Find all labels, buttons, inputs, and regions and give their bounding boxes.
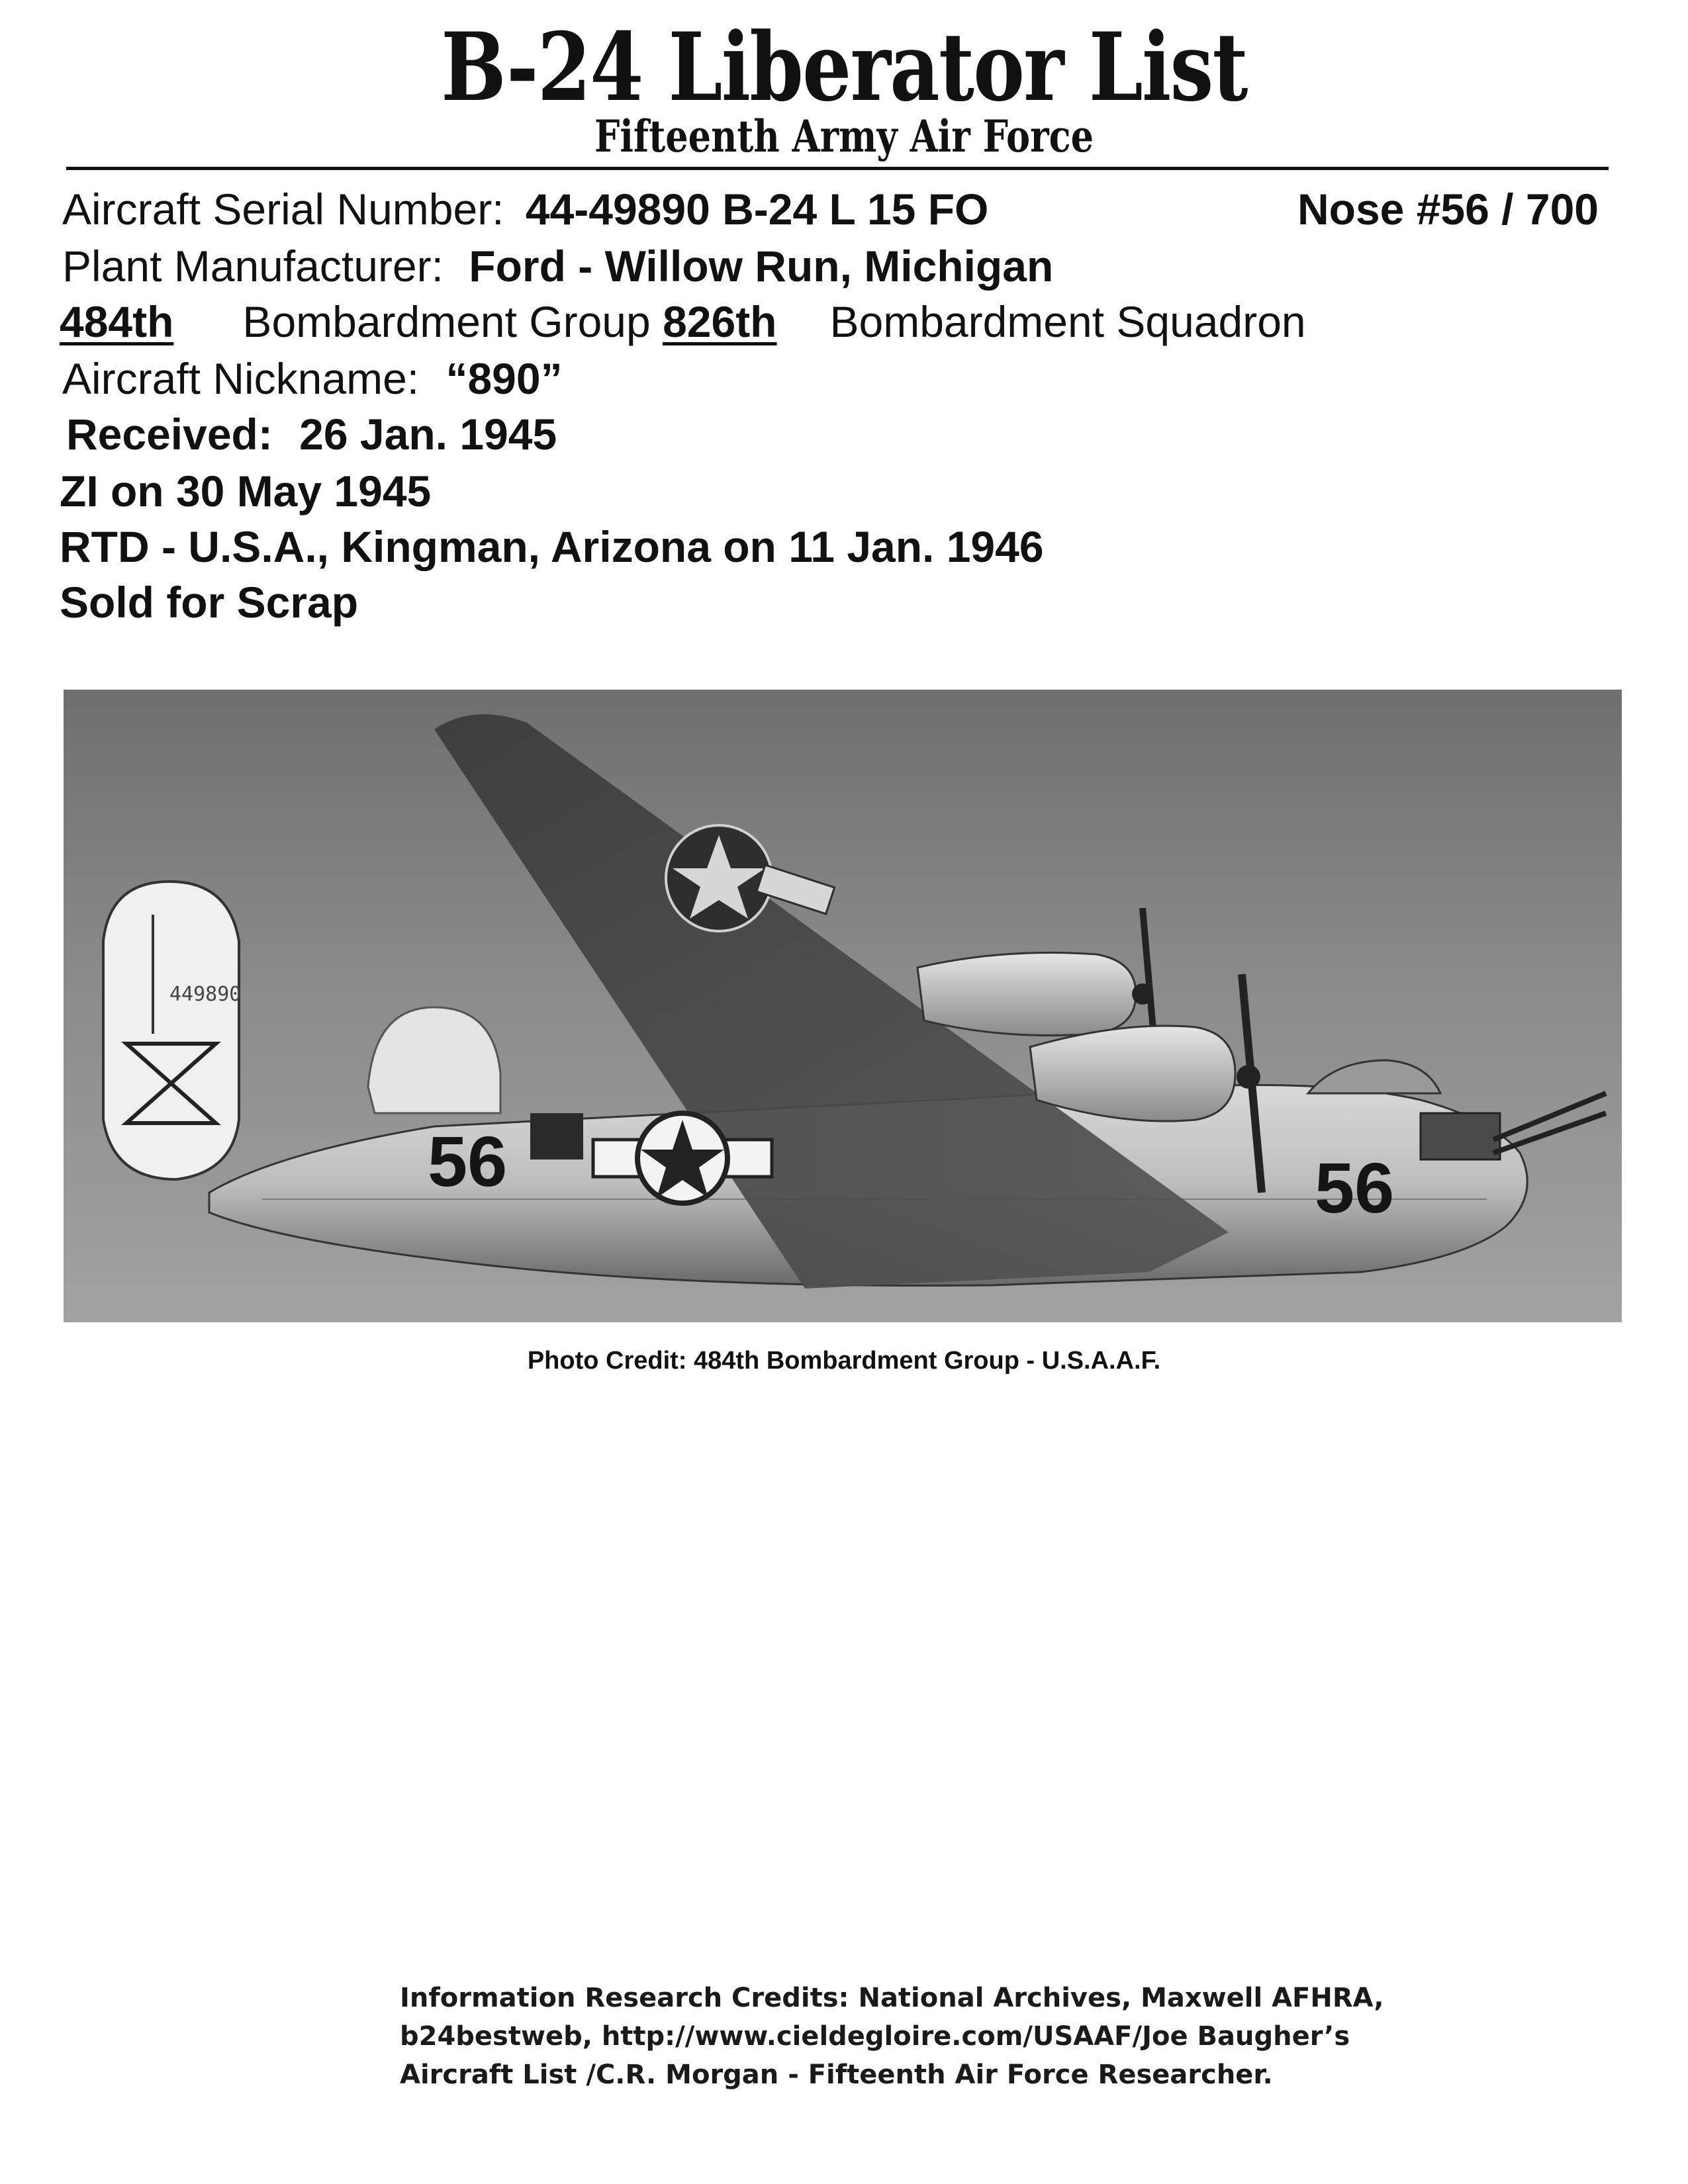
b24-aircraft-illustration <box>64 690 1622 1322</box>
unit-row <box>60 295 1306 348</box>
aircraft-photo <box>64 690 1622 1322</box>
nose-number-marking: 56 <box>1315 1148 1395 1228</box>
group-label: Bombardment Group <box>242 297 651 346</box>
squadron-number: 826th <box>663 297 777 346</box>
received-label: Received: <box>66 410 273 459</box>
serial-label: Aircraft Serial Number: <box>62 185 504 234</box>
squadron-label: Bombardment Squadron <box>829 297 1306 346</box>
nickname-label: Aircraft Nickname: <box>62 354 420 403</box>
photo-credit: Photo Credit: 484th Bombardment Group - U.S.A.A.F. <box>527 1347 1161 1375</box>
credits-line-1: Information Research Credits: National Archives, Maxwell AFHRA, <box>400 1983 1384 2013</box>
manufacturer-row <box>62 240 1053 293</box>
rtd-line: RTD - U.S.A., Kingman, Arizona on 11 Jan. 1946 <box>60 522 1044 571</box>
tail-serial: 449890 <box>169 983 242 1006</box>
page-title: B-24 Liberator List <box>441 13 1247 122</box>
waist-window <box>530 1113 583 1160</box>
manufacturer-label: Plant Manufacturer: <box>62 242 444 291</box>
disposition-line: Sold for Scrap <box>60 578 359 627</box>
received-row <box>66 408 557 461</box>
near-tail-fin <box>103 882 241 1179</box>
received-value: 26 Jan. 1945 <box>299 410 557 459</box>
nickname-row <box>62 352 563 405</box>
credits-line-2: b24bestweb, http://www.cieldegloire.com/USAAF/Joe Baugher’s <box>400 2021 1350 2052</box>
group-number: 484th <box>60 297 174 346</box>
serial-row <box>62 183 988 236</box>
research-credits <box>400 1979 1432 2094</box>
nose-number: Nose #56 / 700 <box>1297 185 1599 234</box>
zi-line: ZI on 30 May 1945 <box>60 467 432 516</box>
page-subtitle: Fifteenth Army Air Force <box>594 111 1094 162</box>
nickname-value: “890” <box>445 354 563 403</box>
title-divider <box>66 167 1609 170</box>
credits-line-3: Aircraft List /C.R. Morgan - Fifteenth Air Force Researcher. <box>400 2060 1273 2090</box>
serial-value: 44-49890 B-24 L 15 FO <box>525 185 989 234</box>
manufacturer-value: Ford - Willow Run, Michigan <box>469 242 1054 291</box>
far-tail-fin <box>368 1007 500 1113</box>
fuselage-number: 56 <box>428 1121 508 1201</box>
